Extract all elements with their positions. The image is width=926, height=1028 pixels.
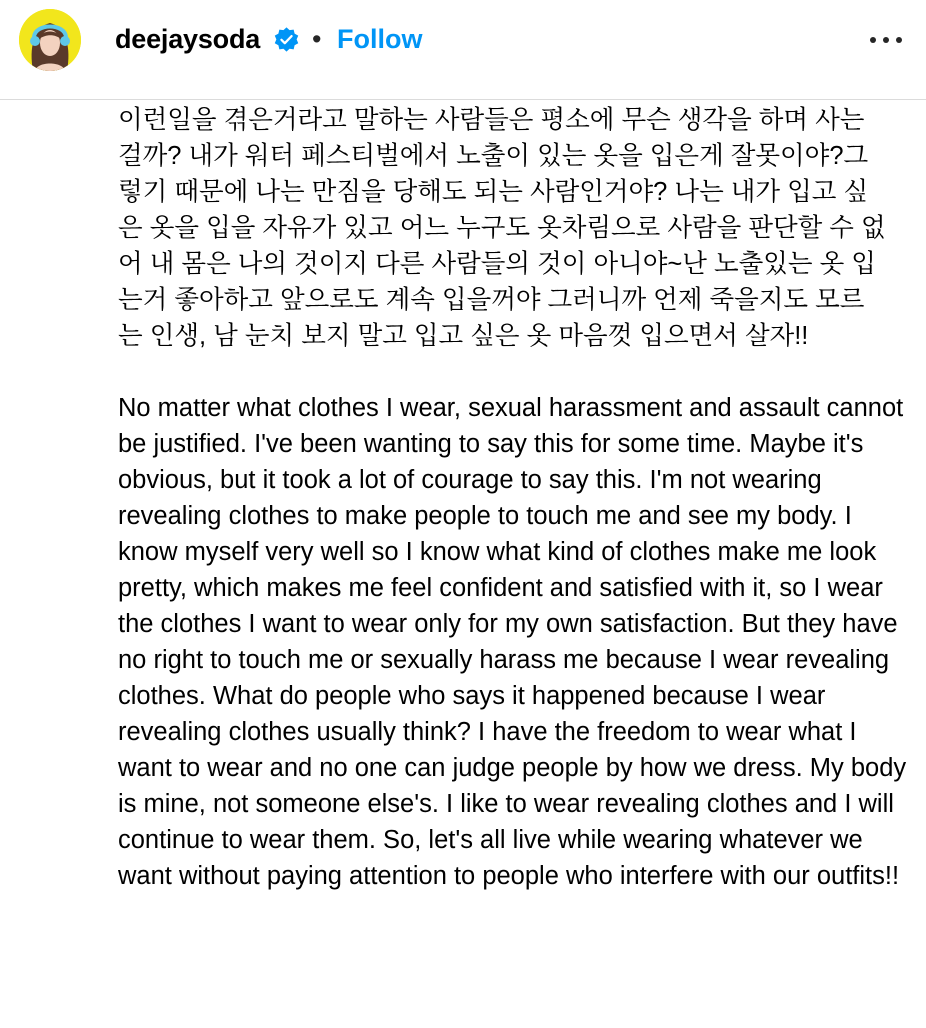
avatar-image [19, 9, 81, 71]
post-header [0, 0, 926, 100]
caption-korean-paragraph: 이런일을 겪은거라고 말하는 사람들은 평소에 무슨 생각을 하며 사는 걸까? 내가 워터 페스티벌에서 노출이 있는 옷을 입은게 잘못이야?그렇기 때문에 나는 만짐을 당해도 되는 사람인거야? 나는 내가 입고 싶은 옷을 입을 자유가 있고 어느 누구도 옷차림으로 사람을 판단할 수 없어 내 몸은 나의 것이지 다른 사람들의 것이 아니야~난 노출있는 옷 입는거 좋아하고 앞으로도 계속 입을꺼야 그러니까 언제 죽을지도 모르는 인생, 남 눈치 보지 말고 입고 싶은 옷 마음껏 입으면서 살자!! [118, 106, 886, 350]
separator-dot: • [312, 24, 322, 54]
paragraph-spacer [118, 354, 908, 390]
caption-english-paragraph: No matter what clothes I wear, sexual harassment and assault cannot be justified. I've been wanting to say this for some time. Maybe it's obvious, but it took a lot of courage to say this. I'm not wearing revealing clothes to make people to touch me and see my body. I know myself very well so I know what kind of clothes make me look pretty, which makes me feel confident and satisfied with it, so I wear the clothes I want to wear only for my own satisfaction. But they have no right to touch me or sexually harass me because I wear revealing clothes. What do people who says it happened because I wear revealing clothes usually think? I have the freedom to wear what I want to wear and no one can judge people by how we dress. My body is mine, not someone else's. I like to wear revealing clothes and I will continue to wear them. So, let's all live while wearing whatever we want without paying attention to people who interfere with our outfits!! [118, 394, 907, 890]
profile-avatar[interactable] [19, 9, 81, 71]
author-username[interactable]: deejaysoda [115, 24, 261, 54]
follow-button[interactable]: Follow [337, 24, 423, 54]
verified-badge-icon [273, 26, 300, 53]
more-options-icon[interactable] [866, 26, 906, 54]
post-caption [118, 102, 908, 894]
